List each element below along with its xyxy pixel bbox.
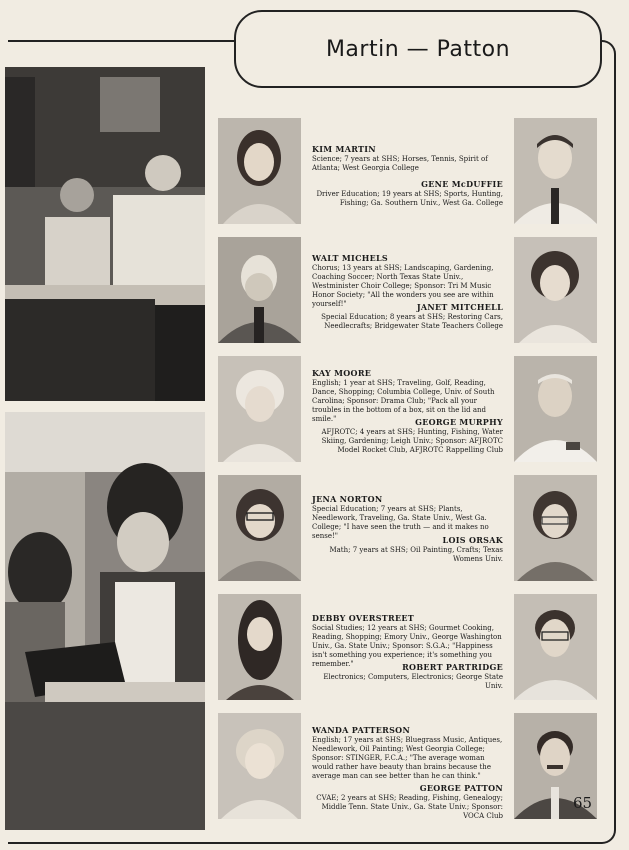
portrait-janet-mitchell bbox=[514, 237, 597, 343]
portrait-gene-mcduffie bbox=[514, 118, 597, 224]
faculty-name: LOIS ORSAK bbox=[442, 535, 503, 545]
bio-robert-partridge bbox=[307, 663, 503, 691]
faculty-details: AFJROTC; 4 years at SHS; Hunting, Fishing, Water Skiing, Gardening; Leigh Univ.; Sponsor: AFJROTC Model Rocket Club, AFJROTC Rappelling Club bbox=[321, 428, 503, 454]
faculty-name: KAY MOORE bbox=[312, 368, 372, 378]
bio-george-patton bbox=[307, 784, 503, 821]
faculty-details: Science; 7 years at SHS; Horses, Tennis, Spirit of Atlanta; West Georgia College bbox=[312, 155, 488, 172]
candid-photo-classroom bbox=[5, 67, 205, 401]
faculty-details: Electronics; Computers, Electronics; George State Univ. bbox=[323, 673, 503, 690]
bio-kay-moore bbox=[312, 369, 508, 424]
portrait-wanda-patterson bbox=[218, 713, 301, 819]
faculty-details: Special Education; 7 years at SHS; Plants, Needlework, Traveling, Ga. State Univ., West Ga. College; "I have seen the truth — and it makes no sense!" bbox=[312, 505, 489, 540]
bio-kim-martin bbox=[312, 145, 508, 173]
faculty-name: JANET MITCHELL bbox=[416, 302, 503, 312]
faculty-name: GEORGE PATTON bbox=[419, 783, 503, 793]
portrait-lois-orsak bbox=[514, 475, 597, 581]
portrait-jena-norton bbox=[218, 475, 301, 581]
faculty-details: Social Studies; 12 years at SHS; Gourmet Cooking, Reading, Shopping; Emory Univ., George Washington Univ., Ga. State Univ.; Sponsor: S.G.A.; "Happiness isn't something you experience; it's something you remember." bbox=[312, 624, 502, 668]
faculty-details: Driver Education; 19 years at SHS; Sports, Hunting, Fishing; Ga. Southern Univ., West Ga. College bbox=[316, 190, 503, 207]
portrait-george-murphy bbox=[514, 356, 597, 462]
candid-photo-student bbox=[5, 412, 205, 830]
bio-lois-orsak bbox=[307, 536, 503, 564]
portrait-kay-moore bbox=[218, 356, 301, 462]
page-header bbox=[234, 10, 602, 88]
faculty-name: KIM MARTIN bbox=[312, 144, 376, 154]
faculty-details: Math; 7 years at SHS; Oil Painting, Crafts; Texas Womens Univ. bbox=[329, 546, 503, 563]
bio-janet-mitchell bbox=[307, 303, 503, 331]
bio-walt-michels bbox=[312, 254, 508, 309]
faculty-details: Special Education; 8 years at SHS; Restoring Cars, Needlecrafts; Bridgewater State Teachers College bbox=[321, 313, 503, 330]
page-number: 65 bbox=[573, 794, 593, 812]
faculty-name: DEBBY OVERSTREET bbox=[312, 613, 415, 623]
portrait-kim-martin bbox=[218, 118, 301, 224]
page-title: Martin — Patton bbox=[325, 36, 511, 62]
faculty-name: GEORGE MURPHY bbox=[415, 417, 503, 427]
bio-wanda-patterson bbox=[312, 726, 508, 781]
faculty-name: GENE McDUFFIE bbox=[421, 179, 503, 189]
bio-debby-overstreet bbox=[312, 614, 508, 669]
faculty-name: WANDA PATTERSON bbox=[312, 725, 411, 735]
faculty-name: JENA NORTON bbox=[312, 494, 383, 504]
bio-gene-mcduffie bbox=[307, 180, 503, 208]
faculty-name: ROBERT PARTRIDGE bbox=[402, 662, 503, 672]
portrait-walt-michels bbox=[218, 237, 301, 343]
faculty-name: WALT MICHELS bbox=[312, 253, 389, 263]
faculty-details: CVAE; 2 years at SHS; Reading, Fishing, Genealogy; Middle Tenn. State Univ., Ga. State Univ.; Sponsor: VOCA Club bbox=[316, 794, 503, 820]
faculty-details: English; 1 year at SHS; Traveling, Golf, Reading, Dance, Shopping; Columbia College, Univ. of South Carolina; Sponsor: Drama Club; "Pack all your troubles in the bottom of a box, sit on the lid and smile." bbox=[312, 379, 495, 423]
faculty-details: English; 17 years at SHS; Bluegrass Music, Antiques, Needlework, Oil Painting; West Georgia College; Sponsor: STINGER, F.C.A.; "The average woman would rather have beauty than brains because the average man can see better than he can think." bbox=[312, 736, 503, 780]
faculty-details: Chorus; 13 years at SHS; Landscaping, Gardening, Coaching Soccer; North Texas State Univ., Westminister Choir College; Sponsor: Tri M Music Honor Society; "All the wonders you see are within yourself!" bbox=[312, 264, 494, 308]
portrait-robert-partridge bbox=[514, 594, 597, 700]
bio-george-murphy bbox=[307, 418, 503, 455]
portrait-debby-overstreet bbox=[218, 594, 301, 700]
